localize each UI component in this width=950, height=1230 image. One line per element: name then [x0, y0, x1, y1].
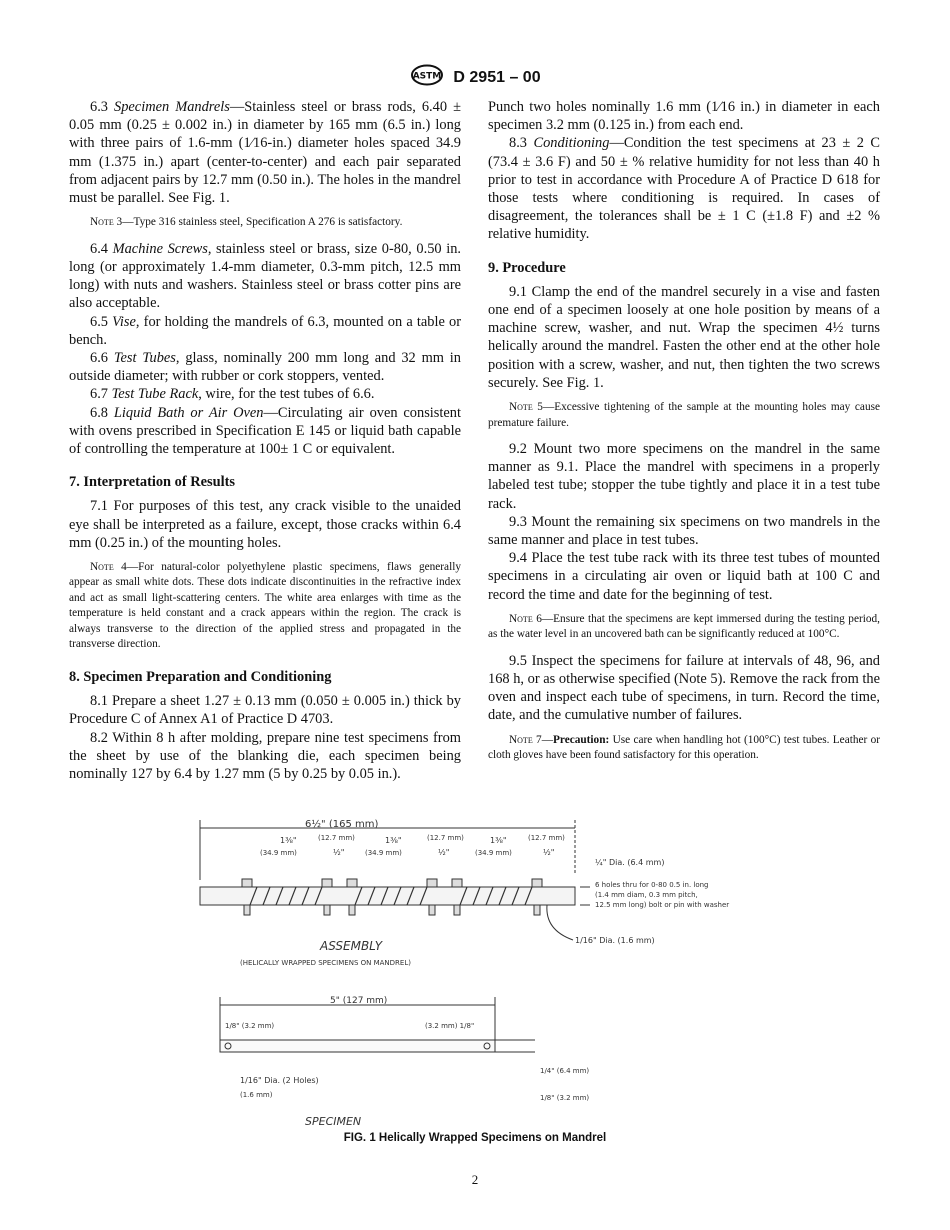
label-half-c: ½": [543, 848, 555, 857]
label-spec-width: 1/4" (6.4 mm): [540, 1067, 590, 1075]
para-6-4: 6.4 Machine Screws, stainless steel or brass, size 0-80, 0.50 in. long (or approximately 1.4-mm diameter, 0.3-mm pitch, 12.5 mm long) with nuts and washers. Stainless steel or brass cotter pins are also acceptable.: [69, 240, 461, 312]
para-9-4: 9.4 Place the test tube rack with its three test tubes of mounted specimens in a circulating air oven or liquid bath at 100 C and record the time and date for the beginning of test.: [488, 550, 880, 603]
note-4: Note 4—For natural-color polyethylene plastic specimens, flaws generally appear as small white dots. These dots indicate discontinuities in the refractive index and act as small light-scattering centers. The white area enlarges with time as the temperature is held constant and a crack appears within the region. The crack is always transverse to the direction of the applied stress and propagated in the transverse direction.: [69, 560, 461, 651]
holes-note-2: (1.4 mm diam, 0.3 mm pitch,: [595, 891, 698, 899]
para-6-7: 6.7 Test Tube Rack, wire, for the test tubes of 6.6.: [90, 386, 375, 403]
section-9-heading: 9. Procedure: [488, 259, 566, 276]
label-12-7-c: (12.7 mm): [528, 834, 565, 842]
para-9-5: 9.5 Inspect the specimens for failure at intervals of 48, 96, and 168 h, or as otherwise specified (Note 5). Remove the rack from the oven and inspect each tube of specimens, in turn. Record the time, date, and the cumulative number of failures.: [488, 652, 880, 724]
holes-note-3: 12.5 mm long) bolt or pin with washer: [595, 901, 730, 909]
label-1-375-b: 1⅜": [385, 836, 402, 845]
label-12-7-a: (12.7 mm): [318, 834, 355, 842]
section-8-heading: 8. Specimen Preparation and Conditioning: [69, 668, 332, 685]
label-sixteenth-dia: 1/16" Dia. (1.6 mm): [575, 936, 655, 945]
para-9-3: 9.3 Mount the remaining six specimens on two mandrels in the same manner and place in test tubes.: [488, 513, 880, 549]
label-34-9-a: (34.9 mm): [260, 849, 297, 857]
label-quarter-dia: ¼" Dia. (6.4 mm): [595, 858, 665, 867]
figure-1: [195, 815, 760, 1165]
left-column: [69, 98, 461, 783]
para-8-1: 8.1 Prepare a sheet 1.27 ± 0.13 mm (0.050 ± 0.005 in.) thick by Procedure C of Annex A1 of Practice D 4703.: [69, 693, 461, 728]
para-6-6: 6.6 Test Tubes, glass, nominally 200 mm long and 32 mm in outside diameter; with rubber or cork stoppers, vented.: [69, 349, 461, 385]
note-6: Note 6—Ensure that the specimens are kept immersed during the testing period, as the water level in an uncovered bath can be significantly reduced at 100°C.: [488, 612, 880, 641]
right-column: [488, 98, 880, 773]
para-7-1: 7.1 For purposes of this test, any crack visible to the unaided eye shall be interpreted as a failure, except, those cracks within 6.4 mm (0.25 in.) of the mounting holes.: [69, 498, 461, 551]
label-total-length: 6½" (165 mm): [305, 819, 379, 830]
specimen-strip: [220, 1040, 495, 1052]
para-6-8: 6.8 Liquid Bath or Air Oven—Circulating air oven consistent with ovens prescribed in Specification E 145 or liquid bath capable of controlling the temperature at 100± 1 C or equivalent.: [69, 404, 461, 457]
note-5: Note 5—Excessive tightening of the sample at the mounting holes may cause premature failure.: [488, 401, 880, 429]
para-6-3: 6.3 Specimen Mandrels—Stainless steel or brass rods, 6.40 ± 0.05 mm (0.25 ± 0.002 in.) in diameter by 165 mm (6.5 in.) long with three pairs of 1.6-mm (1⁄16-in.) diameter holes spaced 34.9 mm (1.375 in.) apart (center-to-center) and each pair separated from adjacent pairs by 12.7 mm (0.50 in.). The holes in the mandrel must be parallel. See Fig. 1.: [69, 99, 461, 207]
label-half-b: ½": [438, 848, 450, 857]
label-spec-holes: 1/16" Dia. (2 Holes): [240, 1076, 319, 1085]
note-7: Note 7—Precaution: Use care when handling hot (100°C) test tubes. Leather or cloth gloves have been found satisfactory for this operation.: [488, 733, 881, 762]
para-9-2: 9.2 Mount two more specimens on the mandrel in the same manner as 9.1. Place the mandrel with specimens in a properly labeled test tube; stopper the tube tightly and place it in a test tube rack.: [488, 441, 880, 512]
assembly-subtitle: (HELICALLY WRAPPED SPECIMENS ON MANDREL): [240, 959, 411, 967]
label-1-375-a: 1⅜": [280, 836, 297, 845]
note-3: Note 3—Type 316 stainless steel, Specification A 276 is satisfactory.: [90, 216, 403, 229]
specimen-title: SPECIMEN: [305, 1115, 362, 1128]
page-number: 2: [471, 1172, 479, 1187]
figure-caption: FIG. 1 Helically Wrapped Specimens on Mandrel: [343, 1132, 607, 1144]
label-12-7-b: (12.7 mm): [427, 834, 464, 842]
label-34-9-b: (34.9 mm): [365, 849, 402, 857]
label-spec-holes-mm: (1.6 mm): [240, 1091, 273, 1099]
standard-designation: D 2951 – 00: [453, 68, 541, 86]
label-spec-length: 5" (127 mm): [330, 996, 388, 1006]
para-8-2-cont: Punch two holes nominally 1.6 mm (1⁄16 in.) in diameter in each specimen 3.2 mm (0.125 in.) from each end.: [488, 99, 880, 134]
logo-text: ASTM: [413, 71, 442, 82]
label-34-9-c: (34.9 mm): [475, 849, 512, 857]
para-6-5: 6.5 Vise, for holding the mandrels of 6.3, mounted on a table or bench.: [69, 313, 461, 348]
para-8-3: 8.3 Conditioning—Condition the test specimens at 23 ± 2 C (73.4 ± 3.6 F) and 50 ± % relative humidity for not less than 40 h prior to test in accordance with Procedure A of Practice D 618 for those tests where conditioning is required. In cases of disagreement, the tolerances shall be ± 1 C (±1.8 F) and ±2 % relative humidity.: [488, 135, 881, 243]
label-end-left: 1/8" (3.2 mm): [225, 1022, 275, 1030]
para-9-1: 9.1 Clamp the end of the mandrel securely in a vise and fasten one end of a specimen loosely at one hole position by means of a machine screw, washer, and nut. Wrap the specimen 4½ turns helically around the mandrel. Fasten the other end at the other hole position with a screw, washer, and nut, then tighten the two screws securely. See Fig. 1.: [488, 283, 880, 391]
astm-logo-icon: [409, 64, 445, 91]
label-half-a: ½": [333, 848, 345, 857]
assembly-title: ASSEMBLY: [320, 939, 383, 953]
section-7-heading: 7. Interpretation of Results: [69, 474, 236, 491]
holes-note-1: 6 holes thru for 0-80 0.5 in. long: [595, 881, 709, 889]
page-header: [0, 64, 950, 91]
para-8-2: 8.2 Within 8 h after molding, prepare nine test specimens from the sheet by use of the blanking die, each specimen being nominally 127 by 6.4 by 1.27 mm (5 by 0.25 by 0.05 in.).: [69, 729, 461, 782]
label-spec-thick: 1/8" (3.2 mm): [540, 1094, 590, 1102]
label-end-right: (3.2 mm) 1/8": [425, 1022, 475, 1030]
label-1-375-c: 1⅜": [490, 836, 507, 845]
